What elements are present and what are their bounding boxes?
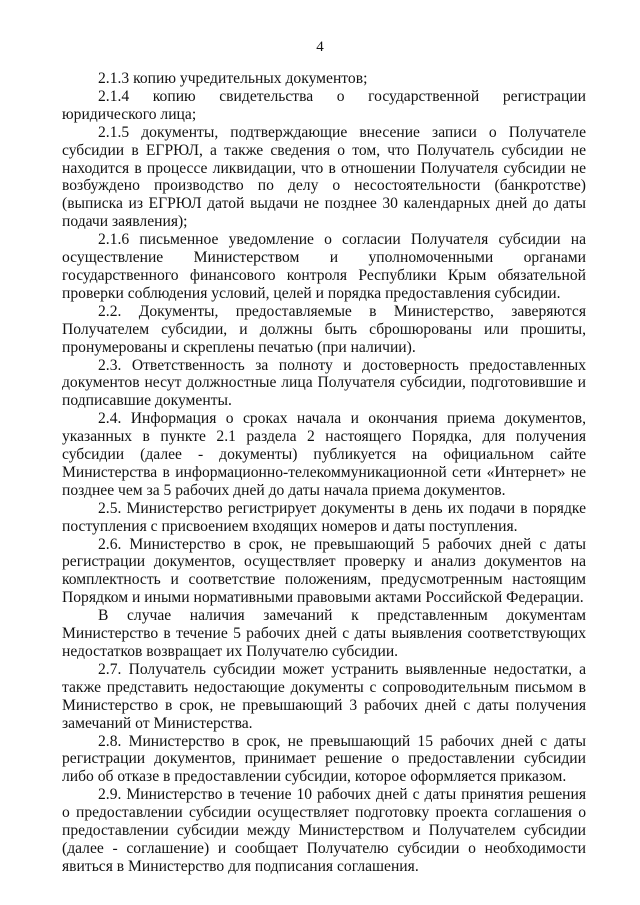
paragraph-2-1-3: 2.1.3 копию учредительных документов; xyxy=(98,70,368,87)
page-number: 4 xyxy=(316,39,324,55)
paragraph-2-6: 2.6. Министерство в срок, не превышающий 5 рабочих дней с даты регистрации документов, осуществляет проверку и анализ документов на комплектность и соответствие положениям, предусмотренным настоящим Порядком и иными нормативными правовыми актами Российской Федерации. xyxy=(62,535,586,607)
paragraph-2-9: 2.9. Министерство в течение 10 рабочих дней с даты принятия решения о предоставлении субсидии осуществляет подготовку проекта соглашения о предоставлении субсидии между Министерством и Получателем субсидии (далее - соглашение) и сообщает Получателю субсидии о необходимости явиться в Министерство для подписания соглашения. xyxy=(62,786,586,875)
paragraph-2-6-remarks: В случае наличия замечаний к представленным документам Министерство в течение 5 рабочих дней с даты выявления соответствующих недостатков возвращает их Получателю субсидии. xyxy=(62,607,586,660)
paragraph-2-1-4: 2.1.4 копию свидетельства о государственной регистрации юридического лица; xyxy=(62,87,586,123)
paragraph-2-5: 2.5. Министерство регистрирует документы в день их подачи в порядке поступления с присвоением входящих номеров и даты поступления. xyxy=(62,499,586,535)
paragraph-2-2: 2.2. Документы, предоставляемые в Министерство, заверяются Получателем субсидии, и должны быть сброшюрованы или прошиты, пронумерованы и скреплены печатью (при наличии). xyxy=(62,302,586,356)
paragraph-2-4: 2.4. Информация о сроках начала и окончания приема документов, указанных в пункте 2.1 раздела 2 настоящего Порядка, для получения субсидии (далее - документы) публикуется на официальном сайте Министерства в информационно-телекоммуникационной сети «Интернет» не позднее чем за 5 рабочих дней до даты начала приема документов. xyxy=(62,410,586,499)
paragraph-2-3: 2.3. Ответственность за полноту и достоверность предоставленных документов несут должностные лица Получателя субсидии, подготовившие и подписавшие документы. xyxy=(62,356,586,410)
paragraph-2-8: 2.8. Министерство в срок, не превышающий 15 рабочих дней с даты регистрации документов, принимает решение о предоставлении субсидии либо об отказе в предоставлении субсидии, которое оформляется приказом. xyxy=(62,732,586,786)
paragraph-2-7: 2.7. Получатель субсидии может устранить выявленные недостатки, а также представить недостающие документы с сопроводительным письмом в Министерство в срок, не превышающий 3 рабочих дней с даты получения замечаний от Министерства. xyxy=(62,660,586,732)
document-body xyxy=(62,70,586,876)
paragraph-2-1-6: 2.1.6 письменное уведомление о согласии Получателя субсидии на осуществление Министерством и уполномоченными органами государственного финансового контроля Республики Крым обязательной проверки соблюдения условий, целей и порядка предоставления субсидии. xyxy=(62,231,586,302)
paragraph-2-1-5: 2.1.5 документы, подтверждающие внесение записи о Получателе субсидии в ЕГРЮЛ, а также сведения о том, что Получатель субсидии не находится в процессе ликвидации, что в отношении Получателя субсидии не возбуждено производство по делу о несостоятельности (банкротстве) (выписка из ЕГРЮЛ датой выдачи не позднее 30 календарных дней до даты подачи заявления); xyxy=(62,123,586,231)
